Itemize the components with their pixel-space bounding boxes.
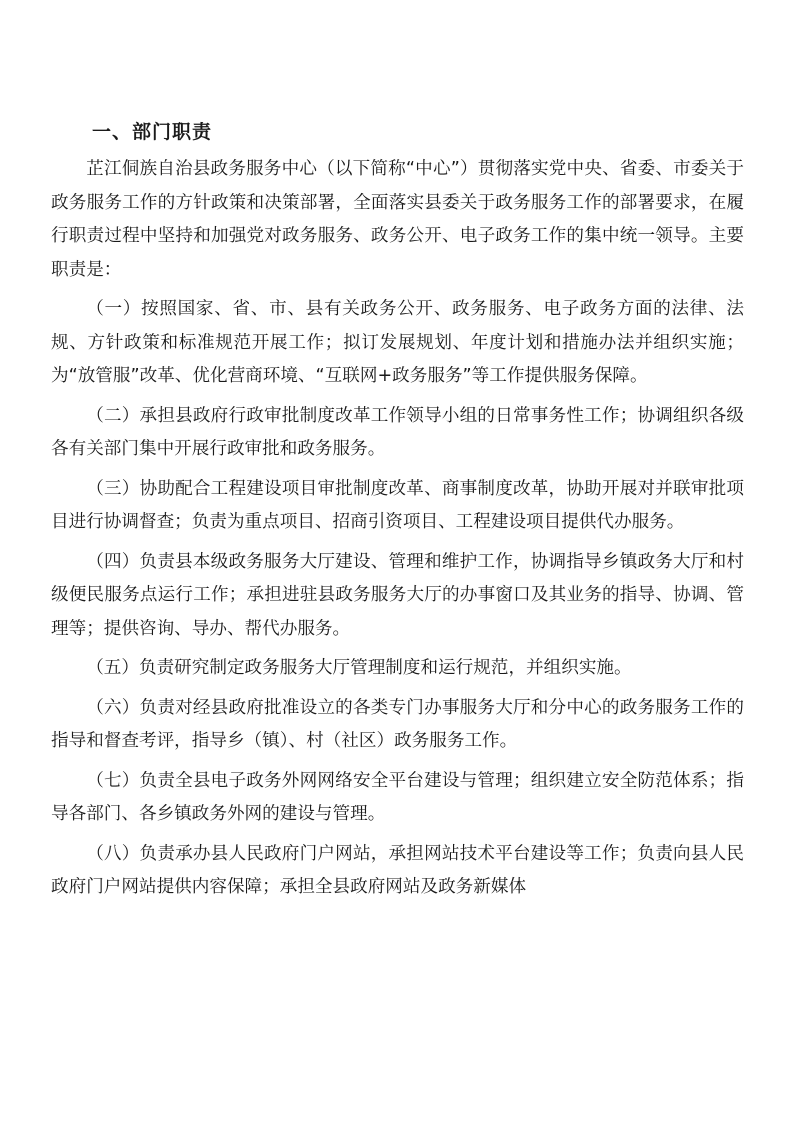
duty-item-1: （一）按照国家、省、市、县有关政务公开、政务服务、电子政务方面的法律、法规、方针政策和标准规范开展工作；拟订发展规划、年度计划和措施办法并组织实施；为“放管服”改革、优化营商环境、“互联网+政务服务”等工作提供服务保障。 [51,299,744,386]
duty-item-5: （五）负责研究制定政务服务大厅管理制度和运行规范，并组织实施。 [86,658,632,678]
section-heading: 一、部门职责 [92,121,213,143]
duty-item-7: （七）负责全县电子政务外网网络安全平台建设与管理；组织建立安全防范体系；指导各部门、各乡镇政务外网的建设与管理。 [51,770,744,824]
document-body [51,116,744,905]
duty-item-8: （八）负责承办县人民政府门户网站，承担网站技术平台建设等工作；负责向县人民政府门户网站提供内容保障；承担全县政府网站及政务新媒体 [51,843,744,897]
duty-item-4: （四）负责县本级政务服务大厅建设、管理和维护工作，协调指导乡镇政务大厅和村级便民服务点运行工作；承担进驻县政务服务大厅的办事窗口及其业务的指导、协调、管理等；提供咨询、导办、帮代办服务。 [51,551,744,639]
duty-item-3: （三）协助配合工程建设项目审批制度改革、商事制度改革，协助开展对并联审批项目进行协调督查；负责为重点项目、招商引资项目、工程建设项目提供代办服务。 [51,478,744,532]
duty-item-2: （二）承担县政府行政审批制度改革工作领导小组的日常事务性工作；协调组织各级各有关部门集中开展行政审批和政务服务。 [51,405,744,459]
duty-item-6: （六）负责对经县政府批准设立的各类专门办事服务大厅和分中心的政务服务工作的指导和督查考评，指导乡（镇）、村（社区）政务服务工作。 [51,697,744,751]
intro-paragraph: 芷江侗族自治县政务服务中心（以下简称“中心”）贯彻落实党中央、省委、市委关于政务服务工作的方针政策和决策部署，全面落实县委关于政务服务工作的部署要求，在履行职责过程中坚持和加强党对政务服务、政务公开、电子政务工作的集中统一领导。主要职责是： [51,159,744,280]
